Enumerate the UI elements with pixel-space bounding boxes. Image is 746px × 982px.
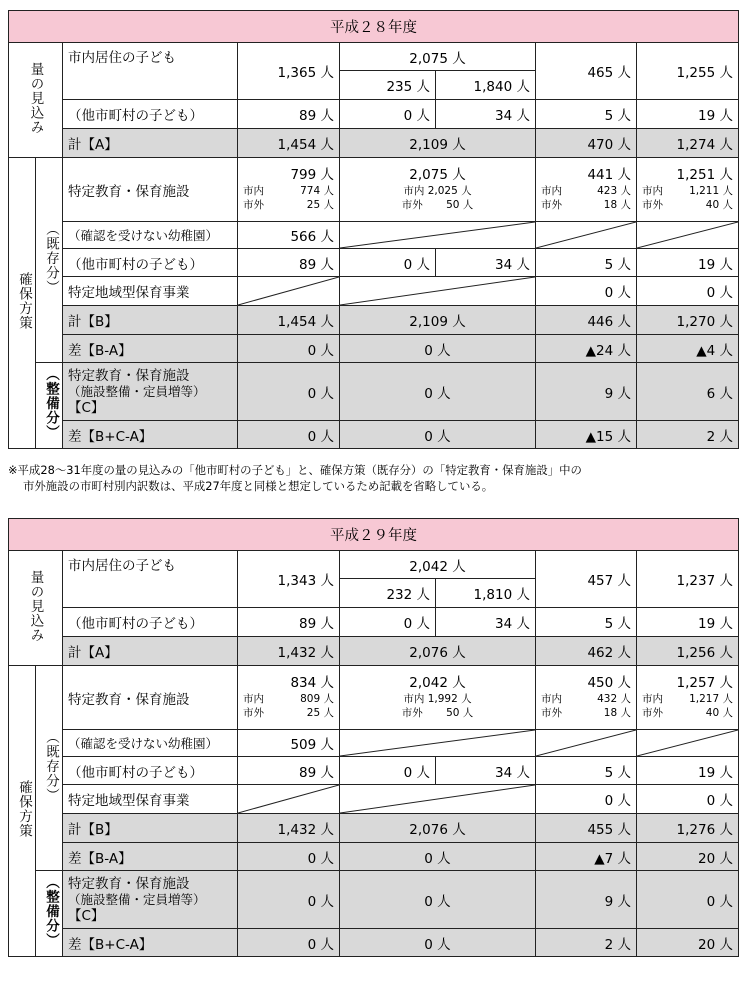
row-label-total-b: 計【B】 (63, 306, 238, 335)
existing-header: （既存分） (36, 666, 63, 871)
diagonal-empty-cell (238, 785, 340, 814)
cell: 5 人 (536, 757, 637, 785)
cell: 2,076 人 (340, 814, 536, 843)
cell: 2,076 人 (340, 637, 536, 666)
demand-header: 量の見込み (9, 551, 63, 666)
cell: 1,840 人 (436, 71, 536, 100)
cell: ▲24 人 (536, 335, 637, 363)
improvement-header: （整備分） (36, 871, 63, 957)
cell: 566 人 (238, 222, 340, 249)
cell: 34 人 (436, 608, 536, 637)
cell: 19 人 (637, 249, 739, 277)
cell: 0 人 (340, 363, 536, 421)
row-label-total-a: 計【A】 (63, 637, 238, 666)
cell: 0 人 (238, 335, 340, 363)
cell: 1,454 人 (238, 306, 340, 335)
diagonal-empty-cell (637, 222, 739, 249)
row-label-unconfirmed-kindergarten: （確認を受けない幼稚園） (63, 222, 238, 249)
cell: 0 人 (238, 843, 340, 871)
cell: 0 人 (238, 871, 340, 929)
cell: 0 人 (536, 785, 637, 814)
cell: 0 人 (637, 871, 739, 929)
cell: 9 人 (536, 363, 637, 421)
cell: 1,343 人 (238, 551, 340, 608)
cell: ▲15 人 (536, 421, 637, 449)
row-label-improvement-c: 特定教育・保育施設 （施設整備・定員増等） 【C】 (63, 871, 238, 929)
row-label-diff-b-a: 差【B-A】 (63, 843, 238, 871)
footnote-line-2: 市外施設の市町村別内訳数は、平成27年度と同様と想定しているため記載を省略している。 (23, 479, 494, 493)
row-label-specified-facility: 特定教育・保育施設 (63, 666, 238, 730)
cell: 20 人 (637, 843, 739, 871)
improvement-header: （整備分） (36, 363, 63, 449)
cell-breakdown: 2,075 人 市内 2,025 人 市外 50 人 (340, 158, 536, 222)
cell: 89 人 (238, 757, 340, 785)
cell: 0 人 (637, 785, 739, 814)
cell: 0 人 (637, 277, 739, 306)
diagonal-empty-cell (340, 277, 536, 306)
cell: 1,432 人 (238, 814, 340, 843)
cell: 470 人 (536, 129, 637, 158)
supply-header: 確保方策 (9, 158, 36, 449)
cell: 5 人 (536, 100, 637, 129)
cell: 34 人 (436, 100, 536, 129)
cell: 19 人 (637, 757, 739, 785)
cell: 0 人 (340, 100, 436, 129)
cell-breakdown: 441 人 市内 423 人 市外 18 人 (536, 158, 637, 222)
cell: 89 人 (238, 100, 340, 129)
cell: 0 人 (238, 929, 340, 957)
row-label-other-municipality: （他市町村の子ども） (63, 249, 238, 277)
cell: 0 人 (340, 871, 536, 929)
cell-breakdown: 799 人 市内 774 人 市外 25 人 (238, 158, 340, 222)
cell: 0 人 (238, 421, 340, 449)
cell: 0 人 (340, 249, 436, 277)
row-label-resident-children: 市内居住の子ども (63, 551, 238, 608)
footnote (8, 462, 738, 494)
row-label-total-b: 計【B】 (63, 814, 238, 843)
row-label-other-municipality: （他市町村の子ども） (63, 100, 238, 129)
diagonal-empty-cell (536, 730, 637, 757)
cell: 0 人 (340, 335, 536, 363)
cell: 457 人 (536, 551, 637, 608)
cell: 0 人 (340, 757, 436, 785)
supply-header: 確保方策 (9, 666, 36, 957)
fy29-table (8, 518, 739, 957)
row-label-other-municipality: （他市町村の子ども） (63, 608, 238, 637)
cell: 0 人 (238, 363, 340, 421)
existing-header: （既存分） (36, 158, 63, 363)
row-label-diff-bc-a: 差【B+C-A】 (63, 421, 238, 449)
row-label-diff-bc-a: 差【B+C-A】 (63, 929, 238, 957)
cell: 2,109 人 (340, 129, 536, 158)
cell: 19 人 (637, 608, 739, 637)
cell: 235 人 (340, 71, 436, 100)
row-label-diff-b-a: 差【B-A】 (63, 335, 238, 363)
cell: 2 人 (637, 421, 739, 449)
cell: 1,256 人 (637, 637, 739, 666)
cell: 2,109 人 (340, 306, 536, 335)
cell: 1,454 人 (238, 129, 340, 158)
cell: 89 人 (238, 249, 340, 277)
row-label-other-municipality: （他市町村の子ども） (63, 757, 238, 785)
cell: 509 人 (238, 730, 340, 757)
cell: 0 人 (340, 929, 536, 957)
cell: 9 人 (536, 871, 637, 929)
cell: 1,810 人 (436, 579, 536, 608)
row-label-total-a: 計【A】 (63, 129, 238, 158)
cell: ▲7 人 (536, 843, 637, 871)
cell: 1,237 人 (637, 551, 739, 608)
cell: 34 人 (436, 757, 536, 785)
row-label-regional-childcare: 特定地域型保育事業 (63, 277, 238, 306)
row-label-specified-facility: 特定教育・保育施設 (63, 158, 238, 222)
cell: 1,255 人 (637, 43, 739, 100)
cell-breakdown: 1,251 人 市内 1,211 人 市外 40 人 (637, 158, 739, 222)
cell: 2,042 人 (340, 551, 536, 579)
cell: 5 人 (536, 249, 637, 277)
cell: 0 人 (340, 843, 536, 871)
cell: 20 人 (637, 929, 739, 957)
row-label-improvement-c: 特定教育・保育施設 （施設整備・定員増等） 【C】 (63, 363, 238, 421)
cell: 0 人 (536, 277, 637, 306)
row-label-regional-childcare: 特定地域型保育事業 (63, 785, 238, 814)
diagonal-empty-cell (637, 730, 739, 757)
cell: 1,274 人 (637, 129, 739, 158)
diagonal-empty-cell (340, 222, 536, 249)
cell: 34 人 (436, 249, 536, 277)
diagonal-empty-cell (340, 785, 536, 814)
cell-breakdown: 2,042 人 市内 1,992 人 市外 50 人 (340, 666, 536, 730)
cell: 6 人 (637, 363, 739, 421)
footnote-line-1: ※平成28～31年度の量の見込みの「他市町村の子ども」と、確保方策（既存分）の「特定教育・保育施設」中の (8, 463, 582, 477)
cell: 446 人 (536, 306, 637, 335)
cell: ▲4 人 (637, 335, 739, 363)
table-title: 平成２９年度 (9, 519, 739, 551)
row-label-resident-children: 市内居住の子ども (63, 43, 238, 100)
cell: 462 人 (536, 637, 637, 666)
cell: 5 人 (536, 608, 637, 637)
cell: 1,432 人 (238, 637, 340, 666)
cell: 1,270 人 (637, 306, 739, 335)
cell-breakdown: 450 人 市内 432 人 市外 18 人 (536, 666, 637, 730)
cell: 1,276 人 (637, 814, 739, 843)
cell-breakdown: 834 人 市内 809 人 市外 25 人 (238, 666, 340, 730)
cell: 455 人 (536, 814, 637, 843)
cell: 465 人 (536, 43, 637, 100)
demand-header: 量の見込み (9, 43, 63, 158)
diagonal-empty-cell (536, 222, 637, 249)
cell: 89 人 (238, 608, 340, 637)
cell: 2 人 (536, 929, 637, 957)
cell: 232 人 (340, 579, 436, 608)
cell: 2,075 人 (340, 43, 536, 71)
fy28-table (8, 10, 739, 449)
row-label-unconfirmed-kindergarten: （確認を受けない幼稚園） (63, 730, 238, 757)
cell: 0 人 (340, 608, 436, 637)
cell: 0 人 (340, 421, 536, 449)
diagonal-empty-cell (238, 277, 340, 306)
cell: 1,365 人 (238, 43, 340, 100)
table-title: 平成２８年度 (9, 11, 739, 43)
cell-breakdown: 1,257 人 市内 1,217 人 市外 40 人 (637, 666, 739, 730)
diagonal-empty-cell (340, 730, 536, 757)
cell: 19 人 (637, 100, 739, 129)
